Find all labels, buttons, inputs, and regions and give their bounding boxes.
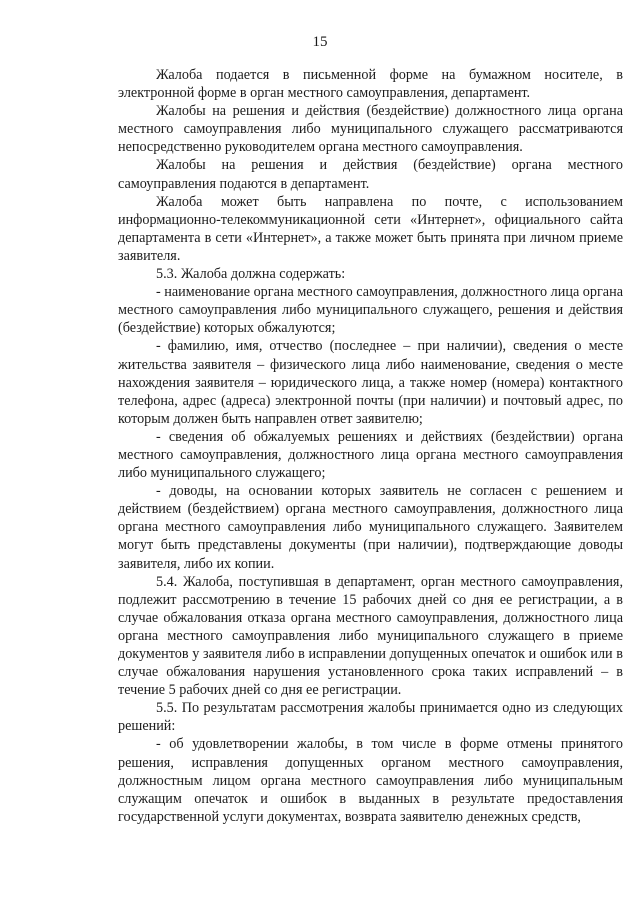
paragraph-complaint-channels: Жалоба может быть направлена по почте, с использованием информационно-телекоммуникационной сети «Интернет», официального сайта департамента в сети «Интернет», а также может быть принята при личном приеме заявителя.	[118, 193, 623, 264]
list-item-appealed-decisions: - сведения об обжалуемых решениях и действиях (бездействии) органа местного самоуправления, должностного лица органа местного самоуправления либо муниципального служащего;	[118, 428, 623, 482]
paragraph-complaint-form: Жалоба подается в письменной форме на бумажном носителе, в электронной форме в орган местного самоуправления, департамент.	[118, 67, 623, 102]
list-item-authority-name: - наименование органа местного самоуправления, должностного лица органа местного самоуправления либо муниципального служащего, решения и действия (бездействие) которых обжалуются;	[118, 284, 623, 337]
list-item-applicant-details: - фамилию, имя, отчество (последнее – при наличии), сведения о месте жительства заявителя – физического лица либо наименование, сведения о месте нахождения заявителя – юридического лица, а также номер (номера) контактного телефона, адрес (адреса) электронной почты (при наличии) и почтовый адрес, по которым должен быть направлен ответ заявителю;	[118, 338, 623, 427]
page-number: 15	[312, 34, 328, 50]
paragraph-complaints-official: Жалобы на решения и действия (бездействие) должностного лица органа местного самоуправления либо муниципального служащего рассматриваются непосредственно руководителем органа местного самоуправления.	[118, 103, 623, 156]
list-item-satisfaction: - об удовлетворении жалобы, в том числе в форме отмены принятого решения, исправления допущенных органом местного самоуправления, должностным лицом органа местного самоуправления либо муниципальным служащим опечаток и ошибок в выданных в результате предоставления государственной услуги документах, возврата заявителю денежных средств,	[118, 736, 623, 825]
document-body	[118, 66, 623, 826]
section-5-3-heading: 5.3. Жалоба должна содержать:	[156, 266, 346, 283]
section-5-5-paragraph: 5.5. По результатам рассмотрения жалобы принимается одно из следующих решений:	[118, 700, 623, 735]
section-5-4-paragraph: 5.4. Жалоба, поступившая в департамент, орган местного самоуправления, подлежит рассмотрению в течение 15 рабочих дней со дня ее регистрации, а в случае обжалования отказа органа местного самоуправления, должностного лица органа местного самоуправления либо муниципального служащего в приеме документов у заявителя либо в исправлении допущенных опечаток и ошибок или в случае обжалования нарушения установленного срока таких исправлений – в течение 5 рабочих дней со дня ее регистрации.	[118, 573, 623, 699]
list-item-arguments: - доводы, на основании которых заявитель не согласен с решением и действием (бездействием) органа местного самоуправления, должностного лица органа местного самоуправления либо муниципального служащего. Заявителем могут быть представлены документы (при наличии), подтверждающие доводы заявителя, либо их копии.	[118, 483, 623, 572]
paragraph-complaints-authority: Жалобы на решения и действия (бездействие) органа местного самоуправления подаются в департамент.	[118, 157, 623, 192]
